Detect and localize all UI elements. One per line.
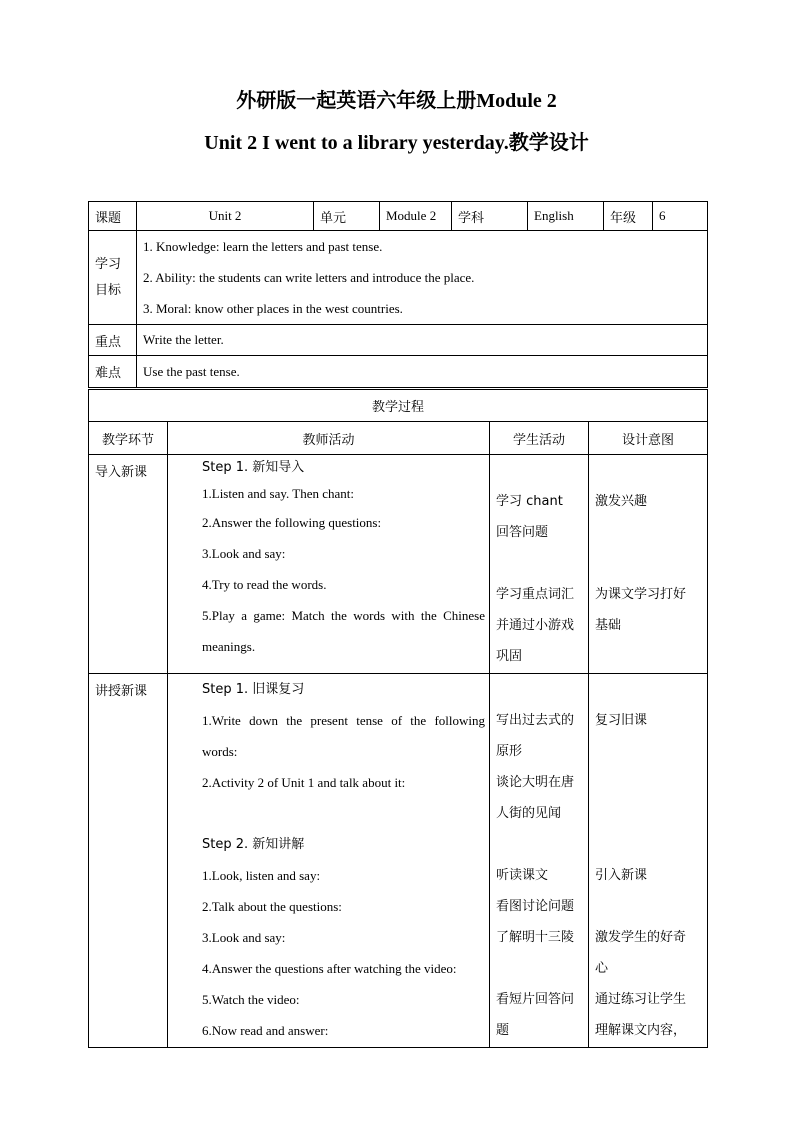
step-item: 3.Look and say: <box>202 546 286 561</box>
header-teacher: 教师活动 <box>168 422 490 455</box>
step-heading: Step 1. 旧课复习 <box>202 682 305 697</box>
header-stage: 教学环节 <box>89 422 168 455</box>
objective-item: 3. Moral: know other places in the west countries. <box>143 301 403 316</box>
student-line: 写出过去式的 <box>496 713 575 728</box>
student-activity-new <box>490 674 589 1048</box>
difficult-value: Use the past tense. <box>137 356 708 388</box>
objectives-label-line1: 学习 <box>95 256 122 272</box>
student-line: 人街的见闻 <box>496 806 562 821</box>
intent-line: 引入新课 <box>595 868 648 883</box>
student-line: 了解明十三陵 <box>496 930 575 945</box>
process-title: 教学过程 <box>89 390 708 422</box>
step-item: 3.Look and say: <box>202 930 286 945</box>
unit-value: Module 2 <box>380 202 452 231</box>
unit-label: 单元 <box>314 202 380 231</box>
step-heading: Step 2. 新知讲解 <box>202 837 305 852</box>
intent-line: 复习旧课 <box>595 713 648 728</box>
step-item: 2.Talk about the questions: <box>202 899 342 914</box>
header-intent: 设计意图 <box>589 422 708 455</box>
student-line: 看图讨论问题 <box>496 899 575 914</box>
intent-line: 激发兴趣 <box>595 494 648 509</box>
student-line: 谈论大明在唐 <box>496 775 575 790</box>
step-item: 4.Answer the questions after watching the video: <box>202 961 457 976</box>
intent-new <box>589 674 708 1048</box>
intent-intro <box>589 455 708 674</box>
step-item: 2.Answer the following questions: <box>202 515 382 530</box>
student-line: 听读课文 <box>496 868 549 883</box>
student-line <box>496 953 584 984</box>
student-line: 题 <box>496 1023 510 1038</box>
stage-intro: 导入新课 <box>89 455 168 674</box>
document-subtitle: Unit 2 I went to a library yesterday.教学设计 <box>204 132 589 154</box>
teacher-activity-intro <box>168 455 490 674</box>
header-student: 学生活动 <box>490 422 589 455</box>
grade-value: 6 <box>653 202 708 231</box>
intent-line <box>595 767 703 798</box>
student-line: 并通过小游戏 <box>496 618 575 633</box>
topic-value: Unit 2 <box>137 202 314 231</box>
stage-new-lesson: 讲授新课 <box>89 674 168 1048</box>
intent-line <box>595 891 703 922</box>
intent-line <box>595 548 703 579</box>
subject-value: English <box>528 202 604 231</box>
intent-line: 理解课文内容， <box>595 1023 687 1038</box>
objectives-label <box>89 231 137 325</box>
student-line <box>496 548 584 579</box>
student-line: 学习 chant <box>496 494 563 509</box>
subject-label: 学科 <box>452 202 528 231</box>
step-item: 1.Write down the present tense of the following <box>202 713 485 728</box>
student-line: 原形 <box>496 744 523 759</box>
intent-line: 基础 <box>595 618 622 633</box>
intent-line: 为课文学习打好 <box>595 587 687 602</box>
objective-item: 1. Knowledge: learn the letters and past tense. <box>143 239 383 254</box>
objectives-cell <box>137 231 708 325</box>
student-activity-intro <box>490 455 589 674</box>
step-item: 4.Try to read the words. <box>202 577 327 592</box>
step-item: 5.Play a game: Match the words with the Chinese <box>202 608 485 623</box>
student-line <box>496 829 584 860</box>
info-table <box>88 201 708 388</box>
step-item: 1.Listen and say. Then chant: <box>202 486 354 501</box>
intent-line: 激发学生的好奇 <box>595 930 687 945</box>
objectives-label-line2: 目标 <box>95 282 122 298</box>
key-label: 重点 <box>89 325 137 356</box>
intent-line: 通过练习让学生 <box>595 992 687 1007</box>
student-line: 回答问题 <box>496 525 549 540</box>
step-heading: Step 1. 新知导入 <box>202 460 305 475</box>
teacher-activity-new <box>168 674 490 1048</box>
step-item: 2.Activity 2 of Unit 1 and talk about it: <box>202 775 406 790</box>
process-table <box>88 389 708 1048</box>
step-item: words: <box>202 744 238 759</box>
document-title: 外研版一起英语六年级上册Module 2 <box>236 90 557 112</box>
key-value: Write the letter. <box>137 325 708 356</box>
student-line: 看短片回答问 <box>496 992 575 1007</box>
step-item: 5.Watch the video: <box>202 992 300 1007</box>
student-line: 学习重点词汇 <box>496 587 575 602</box>
step-item: 6.Now read and answer: <box>202 1023 329 1038</box>
intent-line <box>595 517 703 548</box>
step-item: 1.Look, listen and say: <box>202 868 321 883</box>
intent-line <box>595 736 703 767</box>
student-line: 巩固 <box>496 649 523 664</box>
difficult-label: 难点 <box>89 356 137 388</box>
step-item: meanings. <box>202 639 256 654</box>
topic-label: 课题 <box>89 202 137 231</box>
grade-label: 年级 <box>604 202 653 231</box>
intent-line: 心 <box>595 961 609 976</box>
intent-line <box>595 829 703 860</box>
objective-item: 2. Ability: the students can write letters and introduce the place. <box>143 270 475 285</box>
intent-line <box>595 798 703 829</box>
